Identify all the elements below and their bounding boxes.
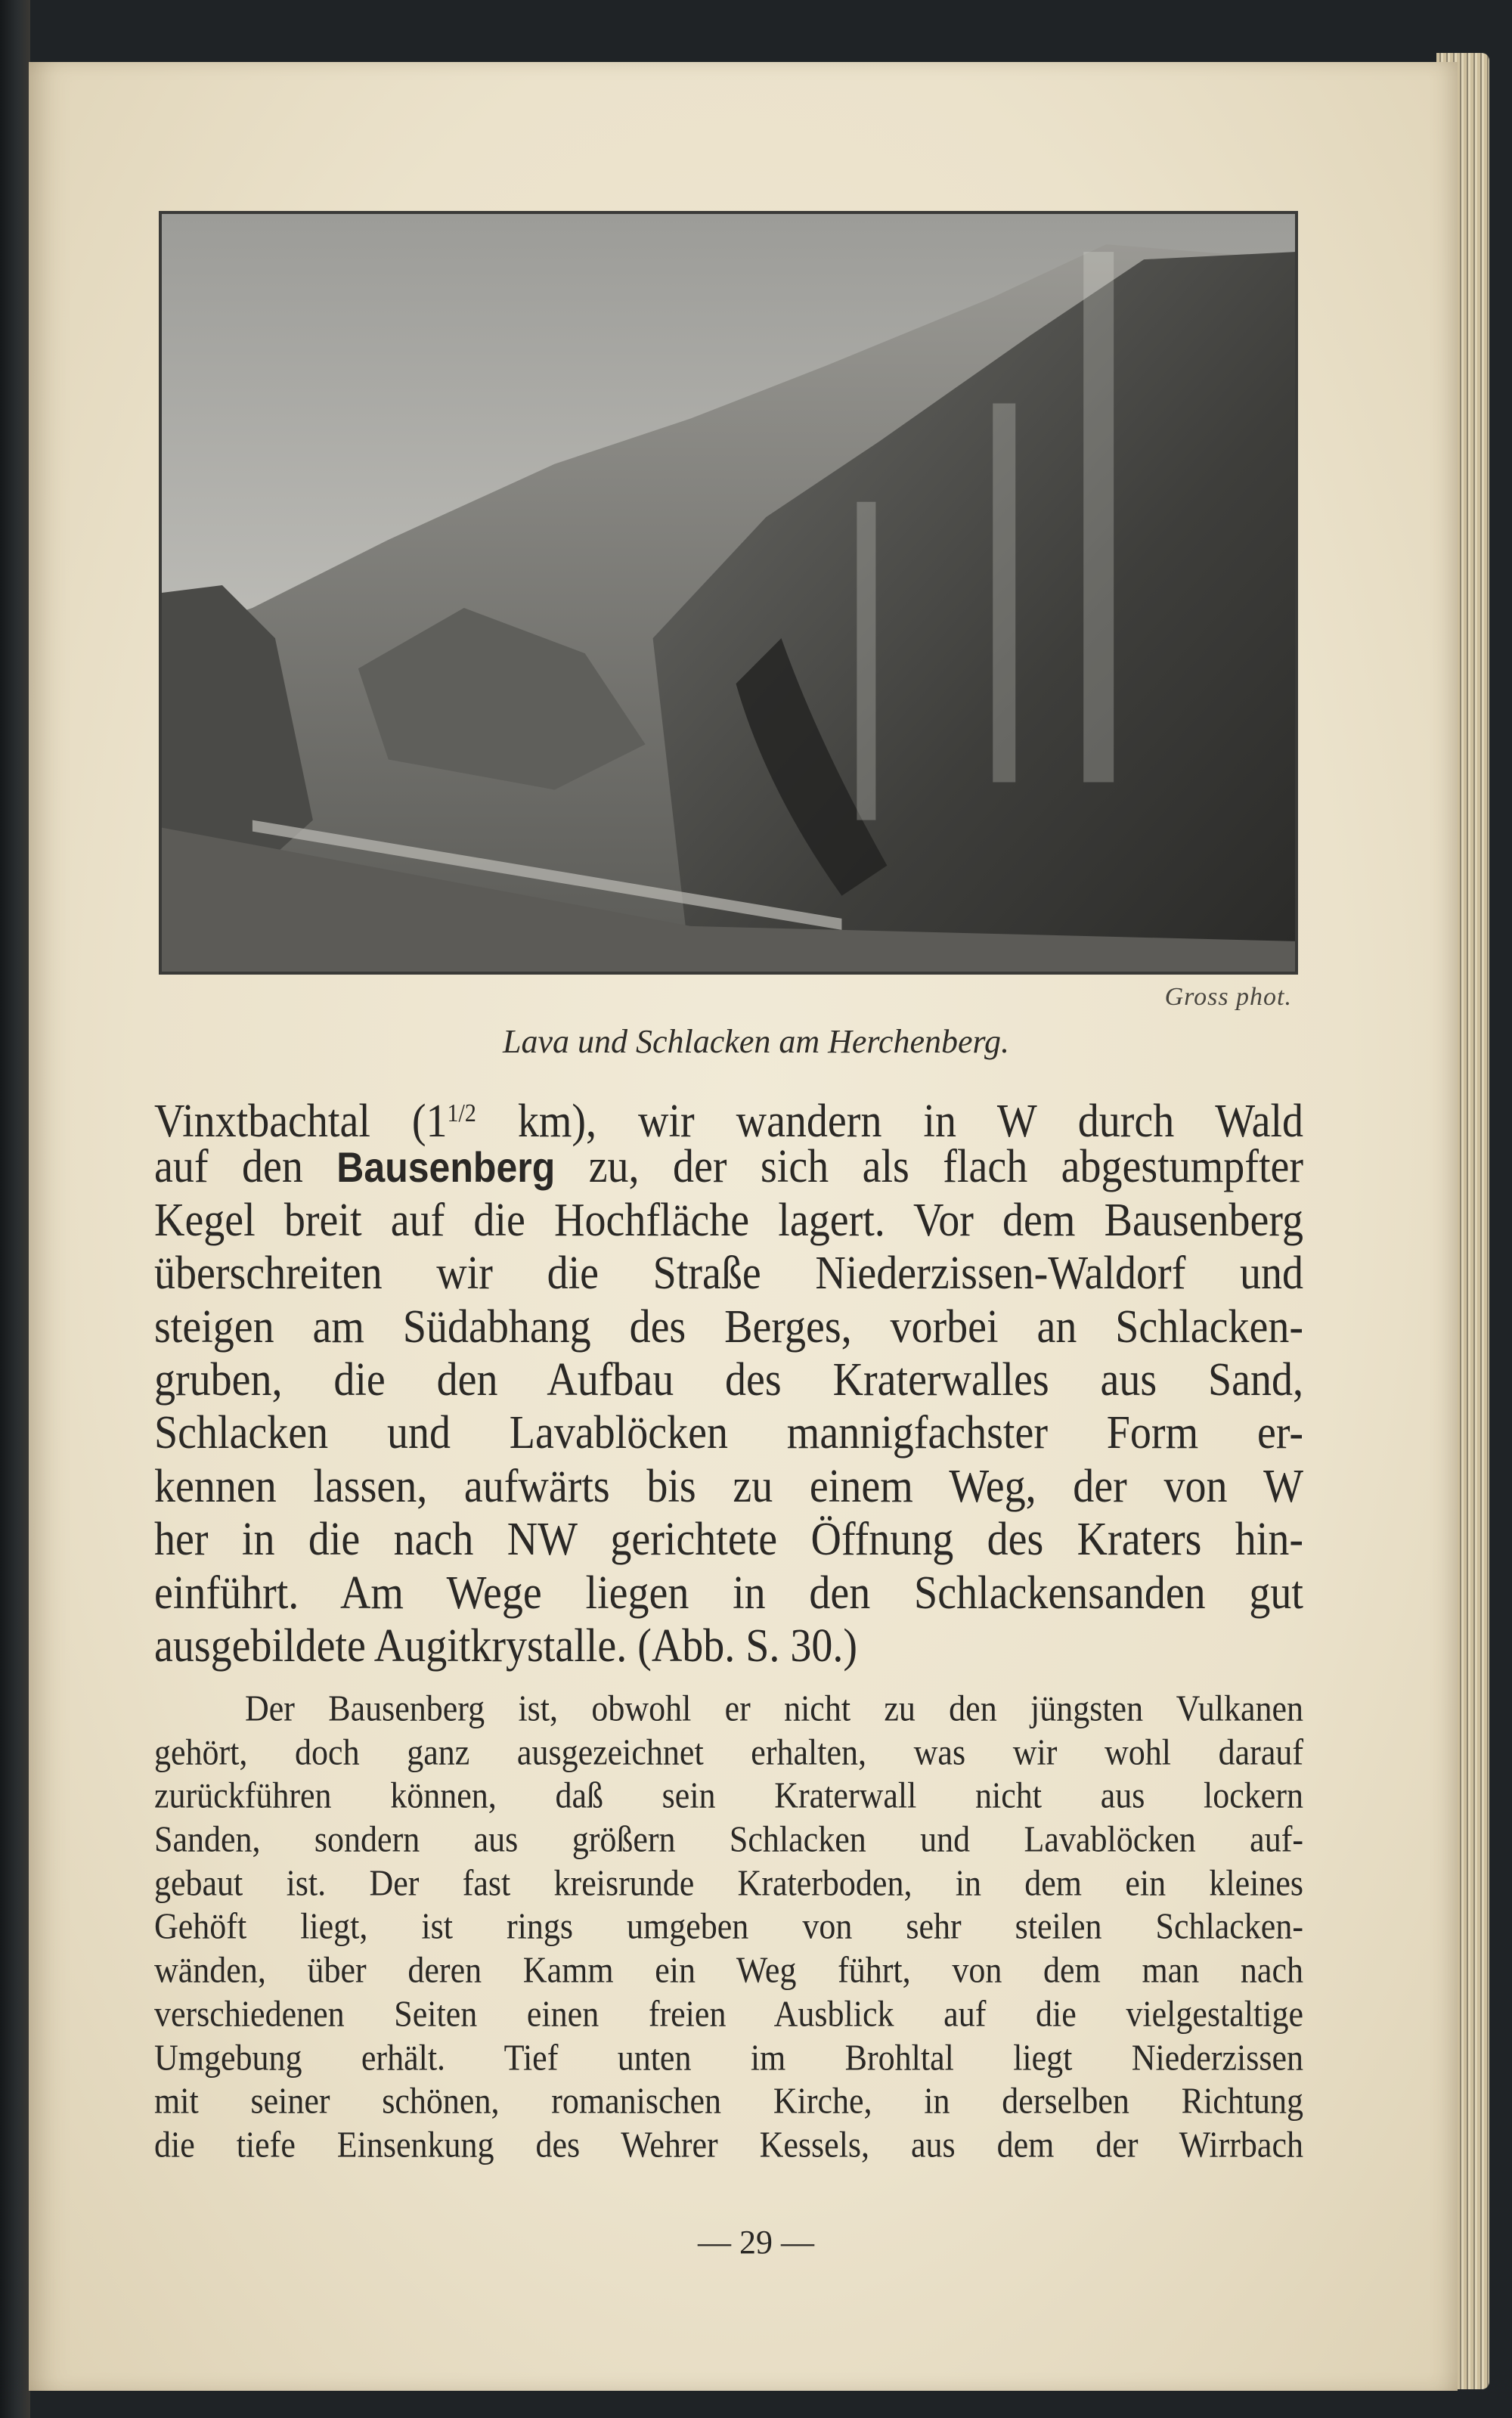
photo-credit: Gross phot. xyxy=(1164,983,1292,1011)
body-line xyxy=(154,1137,1303,1197)
note-line: die tiefe Einsenkung des Wehrer Kessels, aus dem der Wirrbach xyxy=(154,2124,1303,2165)
note-line: zurückführen können, daß sein Kraterwall nicht aus lockern xyxy=(154,1775,1303,1816)
photograph-lava-cliffs xyxy=(159,211,1298,975)
body-line-segment: Vinxtbachtal (1 xyxy=(154,1095,448,1148)
place-name-bold: Bausenberg xyxy=(336,1144,556,1192)
note-line: Sanden, sondern aus größern Schlacken und Lavablöcken auf- xyxy=(154,1818,1303,1860)
body-line: her in die nach NW gerichtete Öffnung des Kraters hin- xyxy=(154,1513,1303,1566)
note-line: mit seiner schönen, romanischen Kirche, in derselben Richtung xyxy=(154,2080,1303,2122)
body-line: ausgebildete Augitkrystalle. (Abb. S. 30.) xyxy=(154,1620,858,1672)
note-line: verschiedenen Seiten einen freien Ausblick auf die vielgestaltige xyxy=(154,1993,1303,2035)
body-line: steigen am Südabhang des Berges, vorbei an Schlacken- xyxy=(154,1300,1303,1353)
figure-caption-text: Lava und Schlacken am Herchenberg. xyxy=(503,1023,1009,1060)
note-line: Gehöft liegt, ist rings umgeben von sehr steilen Schlacken- xyxy=(154,1905,1303,1947)
note-line: gebaut ist. Der fast kreisrunde Kraterboden, in dem ein kleines xyxy=(154,1862,1303,1904)
note-line: gehört, doch ganz ausgezeichnet erhalten, was wir wohl darauf xyxy=(154,1731,1303,1773)
body-line: gruben, die den Aufbau des Kraterwalles aus Sand, xyxy=(154,1353,1303,1406)
book-binding xyxy=(0,0,30,2418)
body-line: überschreiten wir die Straße Niederzissen-Waldorf und xyxy=(154,1247,1303,1300)
body-line: Kegel breit auf die Hochfläche lagert. Vor dem Bausenberg xyxy=(154,1194,1303,1247)
body-line-segment: zu, der sich als flach abgestumpfter xyxy=(555,1140,1304,1194)
body-line xyxy=(154,1084,1304,1148)
note-line: Umgebung erhält. Tief unten im Brohltal liegt Niederzissen xyxy=(154,2037,1303,2078)
body-line-segment: auf den xyxy=(154,1140,337,1194)
fraction: 1/2 xyxy=(447,1099,476,1127)
page-number: — 29 — xyxy=(698,2224,814,2261)
note-paragraph xyxy=(154,1687,1303,2167)
figure-caption xyxy=(0,1022,1512,1061)
body-paragraph xyxy=(154,1087,1303,1672)
body-line-segment: km), wir wandern in W durch Wald xyxy=(476,1095,1304,1148)
body-line: Schlacken und Lavablöcken mannigfachster Form er- xyxy=(154,1406,1303,1460)
body-line: einführt. Am Wege liegen in den Schlackensanden gut xyxy=(154,1566,1303,1620)
note-line: wänden, über deren Kamm ein Weg führt, von dem man nach xyxy=(154,1949,1303,1991)
note-line: Der Bausenberg ist, obwohl er nicht zu den jüngsten Vulkanen xyxy=(245,1688,1303,1729)
body-line: kennen lassen, aufwärts bis zu einem Weg, der von W xyxy=(154,1459,1303,1513)
